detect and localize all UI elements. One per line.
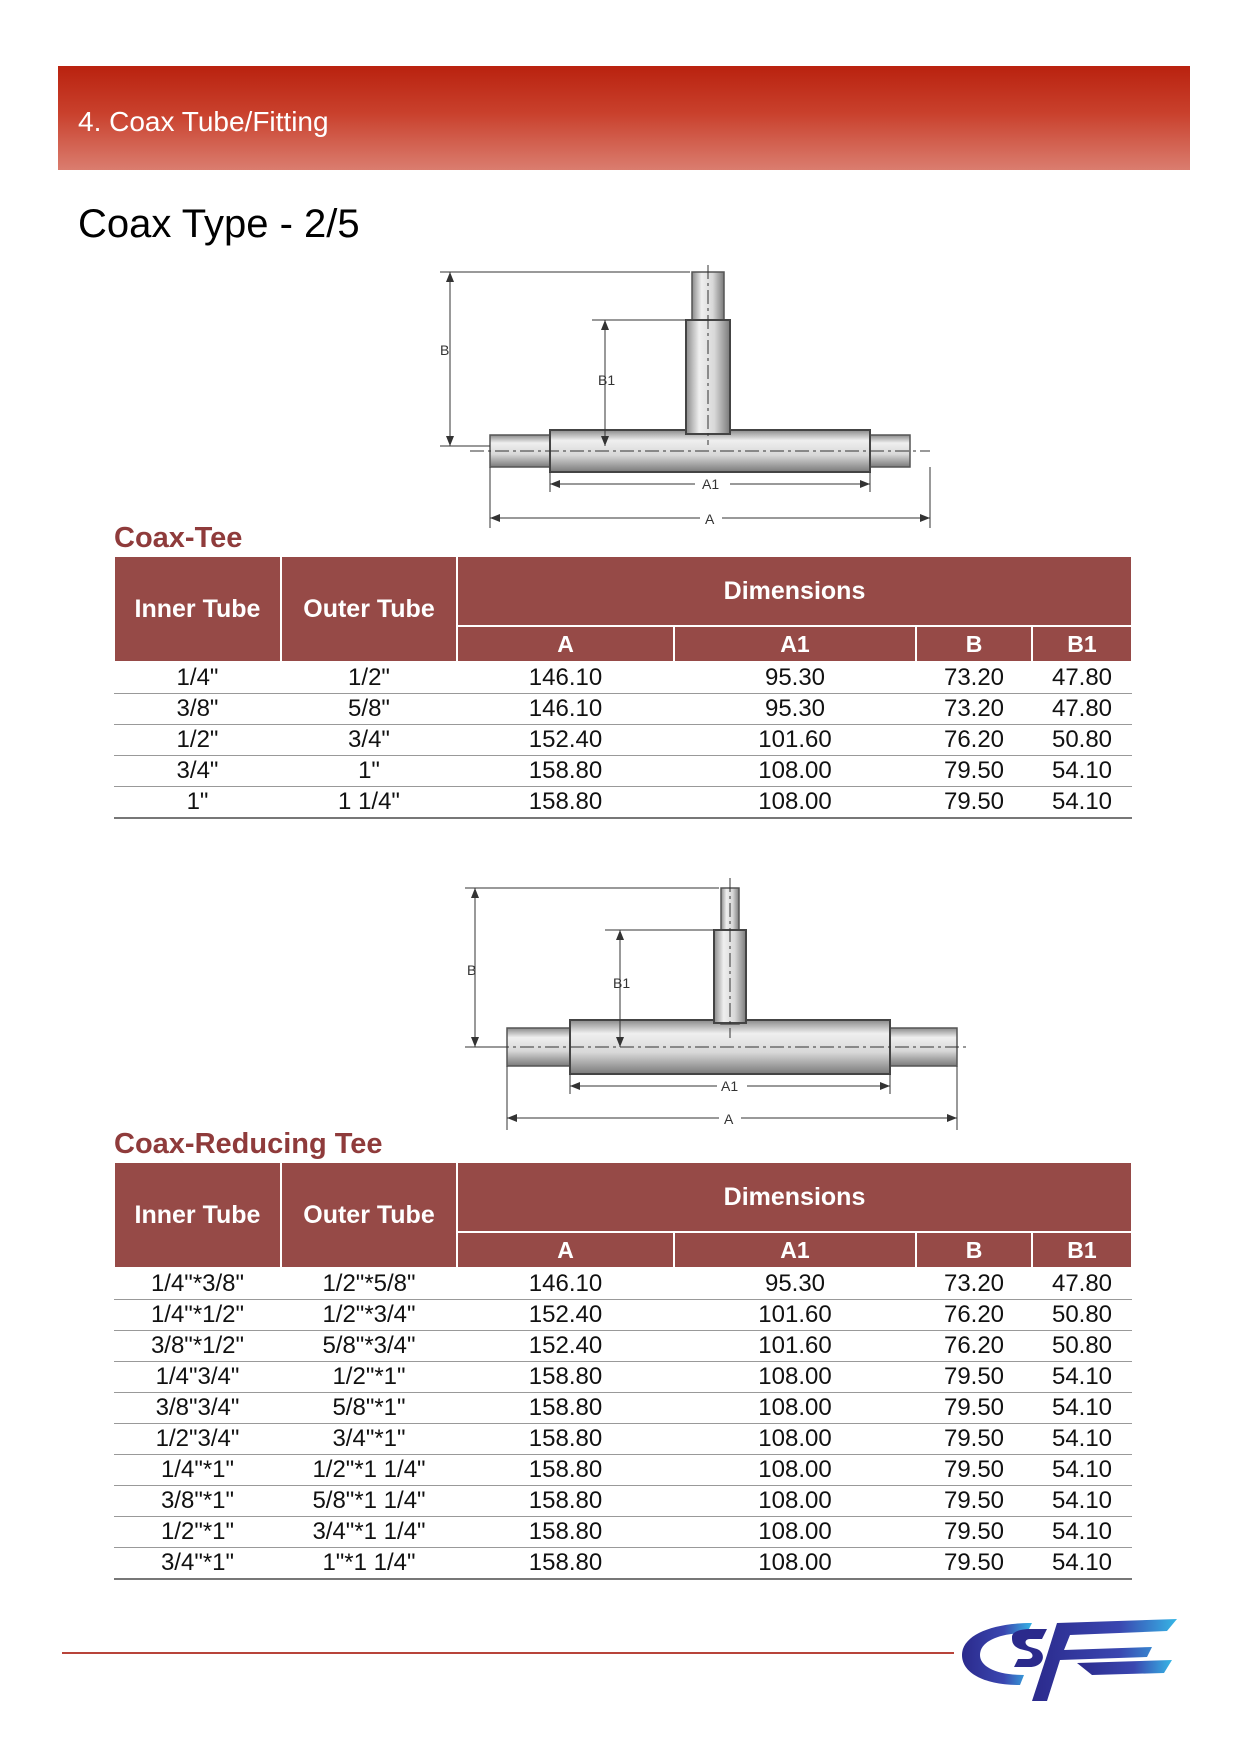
cell-b: 79.50 (916, 1393, 1032, 1424)
coax-reducing-tee-title: Coax-Reducing Tee (114, 1128, 383, 1160)
cell-b: 76.20 (916, 1331, 1032, 1362)
cell-b1: 54.10 (1032, 756, 1132, 787)
dim-label-a: A (724, 1111, 734, 1127)
cell-b1: 47.80 (1032, 662, 1132, 694)
header-b1: B1 (1032, 626, 1132, 662)
header-a: A (457, 626, 674, 662)
coax-tee-title: Coax-Tee (114, 522, 243, 554)
header-outer-tube: Outer Tube (281, 556, 457, 662)
dim-label-b: B (467, 962, 477, 978)
dim-label-a1: A1 (702, 476, 720, 492)
cell-a: 158.80 (457, 1455, 674, 1486)
cell-b: 73.20 (916, 662, 1032, 694)
dim-label-b: B (440, 342, 450, 358)
dim-label-a1: A1 (721, 1078, 739, 1094)
header-inner-tube: Inner Tube (114, 1162, 281, 1268)
cell-b: 79.50 (916, 787, 1032, 819)
header-inner-tube: Inner Tube (114, 556, 281, 662)
header-b1: B1 (1032, 1232, 1132, 1268)
cell-a: 158.80 (457, 1393, 674, 1424)
header-banner (58, 66, 1190, 170)
table-row (114, 662, 1132, 694)
cell-a1: 108.00 (674, 756, 916, 787)
cell-inner: 3/4" (114, 756, 281, 787)
cell-b1: 50.80 (1032, 1331, 1132, 1362)
cell-a1: 108.00 (674, 1362, 916, 1393)
cell-inner: 1/4"3/4" (114, 1362, 281, 1393)
page-title: Coax Type - 2/5 (78, 202, 360, 246)
banner-title: 4. Coax Tube/Fitting (78, 106, 329, 137)
cell-b: 79.50 (916, 1424, 1032, 1455)
cell-a: 152.40 (457, 1331, 674, 1362)
cell-a1: 108.00 (674, 1548, 916, 1580)
cell-b1: 54.10 (1032, 1517, 1132, 1548)
cell-inner: 1/4"*1" (114, 1455, 281, 1486)
cell-outer: 5/8"*3/4" (281, 1331, 457, 1362)
cell-inner: 1/2"3/4" (114, 1424, 281, 1455)
cell-inner: 1/4" (114, 662, 281, 694)
cell-a1: 108.00 (674, 1455, 916, 1486)
cell-inner: 1/4"*3/8" (114, 1268, 281, 1300)
cell-a: 146.10 (457, 662, 674, 694)
cell-b: 79.50 (916, 1486, 1032, 1517)
cell-b1: 54.10 (1032, 787, 1132, 819)
cell-outer: 1/2"*5/8" (281, 1268, 457, 1300)
footer-divider (62, 1652, 954, 1654)
cell-outer: 5/8" (281, 694, 457, 725)
cell-a: 152.40 (457, 725, 674, 756)
cell-a: 158.80 (457, 1548, 674, 1580)
cell-outer: 1"*1 1/4" (281, 1548, 457, 1580)
cell-b: 73.20 (916, 1268, 1032, 1300)
cell-b1: 54.10 (1032, 1424, 1132, 1455)
cell-a: 158.80 (457, 1486, 674, 1517)
cell-a: 158.80 (457, 756, 674, 787)
cell-b: 76.20 (916, 1300, 1032, 1331)
cell-outer: 1/2"*1" (281, 1362, 457, 1393)
cell-b1: 54.10 (1032, 1486, 1132, 1517)
cell-b: 73.20 (916, 694, 1032, 725)
cell-a: 146.10 (457, 694, 674, 725)
cell-b1: 54.10 (1032, 1455, 1132, 1486)
cell-a: 158.80 (457, 1362, 674, 1393)
cell-b: 79.50 (916, 1455, 1032, 1486)
table-row (114, 1393, 1132, 1424)
table-row (114, 1517, 1132, 1548)
cell-inner: 1/4"*1/2" (114, 1300, 281, 1331)
header-a1: A1 (674, 626, 916, 662)
cell-b: 76.20 (916, 725, 1032, 756)
table-row (114, 1268, 1132, 1300)
cell-a1: 108.00 (674, 1393, 916, 1424)
cell-b: 79.50 (916, 1517, 1032, 1548)
header-dimensions: Dimensions (457, 556, 1132, 626)
cell-outer: 3/4"*1 1/4" (281, 1517, 457, 1548)
cell-outer: 5/8"*1" (281, 1393, 457, 1424)
cell-outer: 3/4"*1" (281, 1424, 457, 1455)
cell-a: 152.40 (457, 1300, 674, 1331)
header-a: A (457, 1232, 674, 1268)
table-row (114, 1362, 1132, 1393)
company-logo-icon (952, 1605, 1182, 1705)
table-row (114, 694, 1132, 725)
cell-a1: 108.00 (674, 1486, 916, 1517)
cell-inner: 1" (114, 787, 281, 819)
cell-a: 146.10 (457, 1268, 674, 1300)
cell-outer: 1/2"*1 1/4" (281, 1455, 457, 1486)
cell-a1: 101.60 (674, 1300, 916, 1331)
cell-inner: 3/8"3/4" (114, 1393, 281, 1424)
cell-a1: 101.60 (674, 725, 916, 756)
coax-reducing-tee-diagram (465, 868, 985, 1138)
cell-b1: 54.10 (1032, 1393, 1132, 1424)
header-outer-tube: Outer Tube (281, 1162, 457, 1268)
cell-a1: 108.00 (674, 787, 916, 819)
cell-a: 158.80 (457, 1424, 674, 1455)
table-row (114, 1486, 1132, 1517)
cell-outer: 1" (281, 756, 457, 787)
cell-a: 158.80 (457, 787, 674, 819)
cell-b: 79.50 (916, 1362, 1032, 1393)
cell-a1: 101.60 (674, 1331, 916, 1362)
header-dimensions: Dimensions (457, 1162, 1132, 1232)
table-row (114, 1424, 1132, 1455)
cell-outer: 3/4" (281, 725, 457, 756)
cell-a1: 108.00 (674, 1424, 916, 1455)
cell-a1: 95.30 (674, 662, 916, 694)
cell-outer: 1/2"*3/4" (281, 1300, 457, 1331)
cell-inner: 3/8" (114, 694, 281, 725)
cell-inner: 3/8"*1/2" (114, 1331, 281, 1362)
cell-b1: 47.80 (1032, 694, 1132, 725)
table-row (114, 1455, 1132, 1486)
coax-tee-table (113, 555, 1133, 819)
cell-b: 79.50 (916, 1548, 1032, 1580)
cell-a1: 95.30 (674, 694, 916, 725)
cell-a1: 95.30 (674, 1268, 916, 1300)
header-b: B (916, 1232, 1032, 1268)
dim-label-b1: B1 (598, 372, 616, 388)
table-row (114, 787, 1132, 819)
cell-b: 79.50 (916, 756, 1032, 787)
cell-b1: 54.10 (1032, 1548, 1132, 1580)
cell-outer: 5/8"*1 1/4" (281, 1486, 457, 1517)
cell-a: 158.80 (457, 1517, 674, 1548)
dim-label-a: A (705, 511, 715, 527)
header-a1: A1 (674, 1232, 916, 1268)
cell-a1: 108.00 (674, 1517, 916, 1548)
table-row (114, 725, 1132, 756)
cell-inner: 1/2" (114, 725, 281, 756)
dim-label-b1: B1 (613, 975, 631, 991)
cell-inner: 3/8"*1" (114, 1486, 281, 1517)
table-row (114, 756, 1132, 787)
cell-b1: 54.10 (1032, 1362, 1132, 1393)
header-b: B (916, 626, 1032, 662)
table-row (114, 1548, 1132, 1580)
cell-b1: 50.80 (1032, 1300, 1132, 1331)
cell-outer: 1 1/4" (281, 787, 457, 819)
cell-inner: 1/2"*1" (114, 1517, 281, 1548)
cell-b1: 47.80 (1032, 1268, 1132, 1300)
cell-inner: 3/4"*1" (114, 1548, 281, 1580)
coax-tee-diagram (440, 260, 960, 530)
cell-b1: 50.80 (1032, 725, 1132, 756)
cell-outer: 1/2" (281, 662, 457, 694)
table-row (114, 1331, 1132, 1362)
coax-reducing-tee-table (113, 1161, 1133, 1580)
table-row (114, 1300, 1132, 1331)
